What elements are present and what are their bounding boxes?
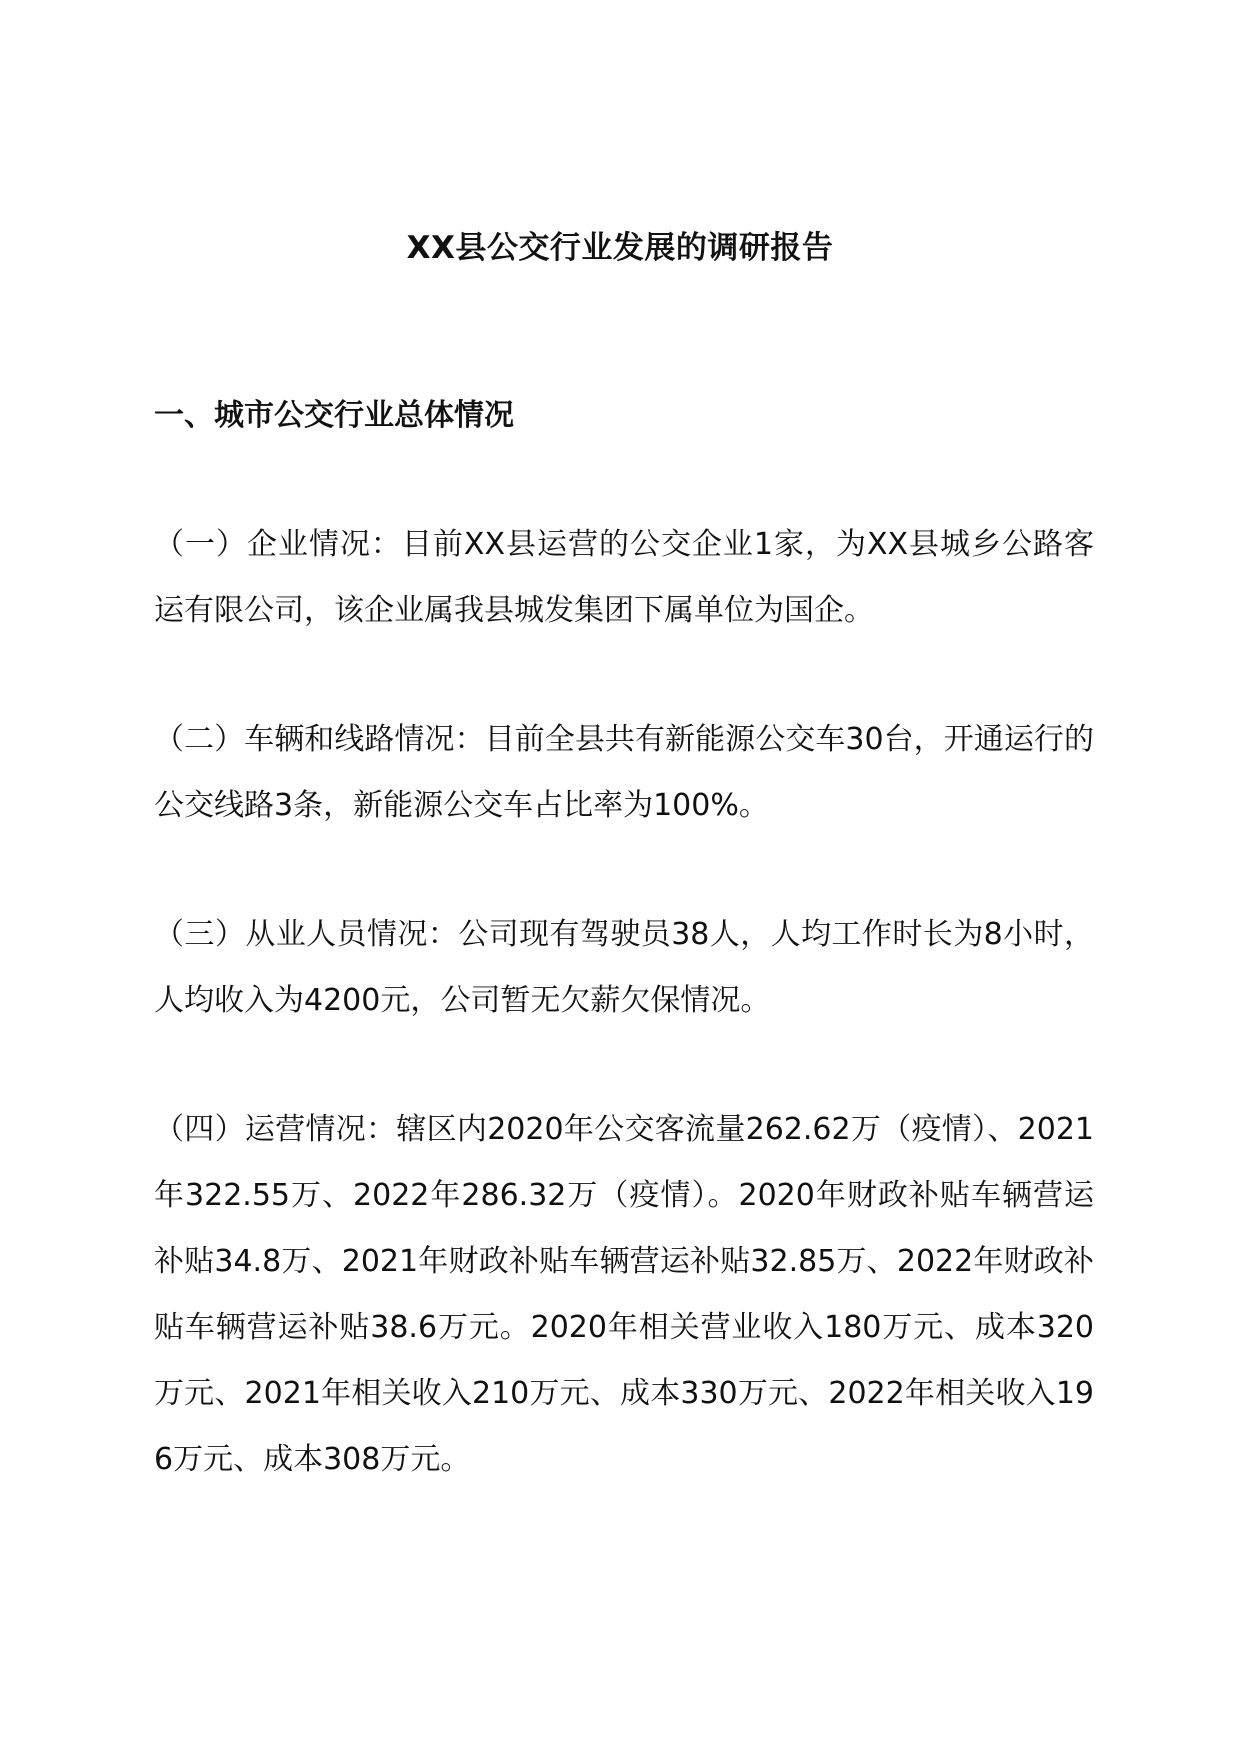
section-heading: 一、城市公交行业总体情况 — [154, 398, 514, 433]
paragraph-enterprise: （一）企业情况：目前XX县运营的公交企业1家，为XX县城乡公路客运有限公司，该企业属我县城发集团下属单位为国企。 — [154, 527, 1094, 628]
document-title: XX县公交行业发展的调研报告 — [406, 230, 834, 266]
paragraph-staff: （三）从业人员情况：公司现有驾驶员38人，人均工作时长为8小时，人均收入为4200元，公司暂无欠薪欠保情况。 — [154, 917, 1094, 1018]
paragraph-operations: （四）运营情况：辖区内2020年公交客流量262.62万（疫情）、2021年322.55万、2022年286.32万（疫情）。2020年财政补贴车辆营运补贴34.8万、2021年财政补贴车辆营运补贴32.85万、2022年财政补贴车辆营运补贴38.6万元。2020年相关营业收入180万元、成本320万元、2021年相关收入210万元、成本330万元、2022年相关收入196万元、成本308万元。 — [154, 1112, 1094, 1477]
paragraph-vehicles-routes: （二）车辆和线路情况：目前全县共有新能源公交车30台，开通运行的公交线路3条，新能源公交车占比率为100%。 — [154, 722, 1094, 823]
